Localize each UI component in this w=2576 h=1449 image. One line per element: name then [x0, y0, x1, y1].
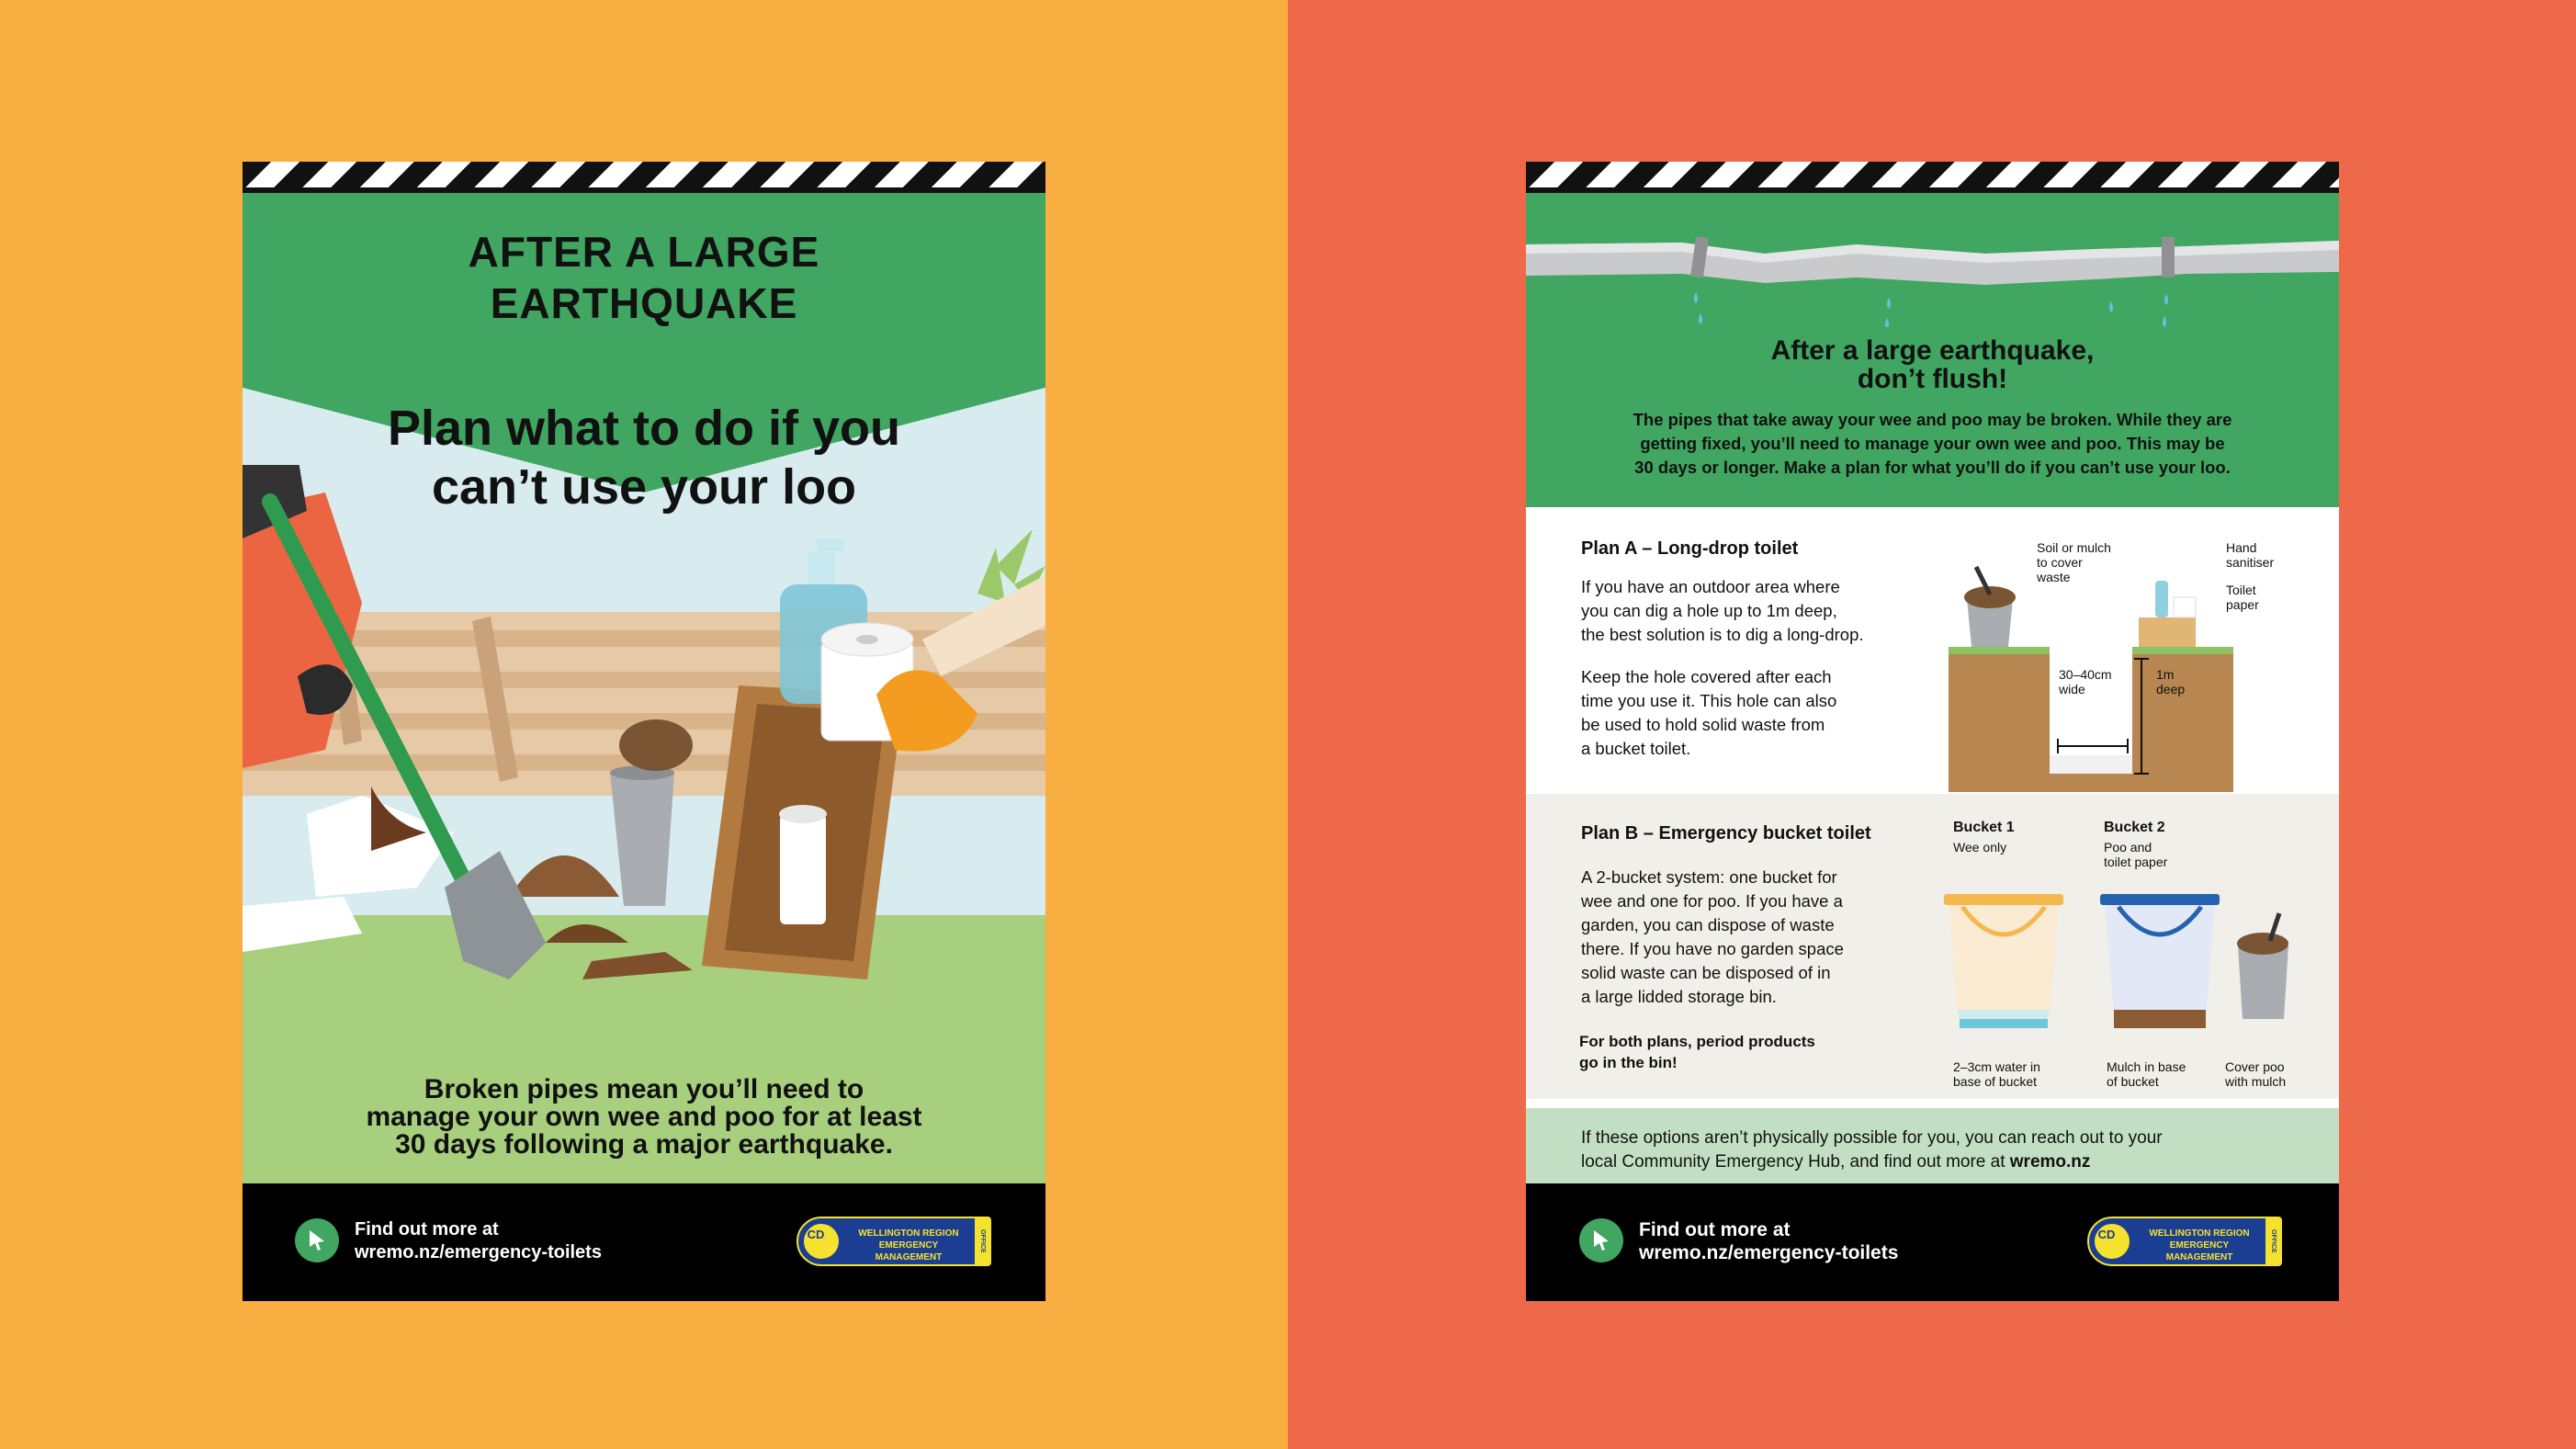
label-line: base of bucket [1953, 1074, 2038, 1089]
intro-line: getting fixed, you’ll need to manage your own wee and poo. This may be [1640, 434, 2225, 453]
para-line: a large lidded storage bin. [1581, 987, 1777, 1006]
metal-bucket [610, 719, 693, 906]
broken-pipe-illustration [1526, 217, 2339, 327]
poster-plan-ahead [243, 162, 1045, 1301]
plan-a-section [1526, 507, 2339, 794]
poster-footer [243, 1183, 1045, 1301]
para-line: you can dig a hole up to 1m deep, [1581, 601, 1837, 620]
plan-a-para1 [1581, 575, 1864, 647]
label-line: Cover poo [2225, 1059, 2285, 1074]
label-line: toilet paper [2104, 855, 2168, 869]
para-line: solid waste can be disposed of in [1581, 963, 1831, 982]
footer-link[interactable] [1639, 1218, 1898, 1264]
plan-b-para [1581, 866, 1844, 1009]
bucket-1-title: Bucket 1 [1953, 820, 2015, 835]
footer-link[interactable] [355, 1218, 602, 1264]
period-products-note [1579, 1031, 1815, 1073]
footer-link-label: Find out more at [355, 1219, 499, 1240]
caption-cover [2225, 1059, 2286, 1089]
label-line: Poo and [2104, 840, 2152, 855]
label-line: Soil or mulch [2037, 540, 2111, 555]
para-line: If you have an outdoor area where [1581, 577, 1840, 596]
subheading-line: Plan what to do if you [388, 401, 900, 456]
logo-line: EMERGENCY MANAGEMENT [2165, 1240, 2233, 1262]
logo-office-tab: OFFICE [975, 1218, 989, 1264]
hazard-stripe [1526, 162, 2339, 193]
para-line: a bucket toilet. [1581, 739, 1691, 758]
label-hole-width [2059, 667, 2112, 696]
label-hole-depth [2156, 667, 2185, 696]
body-line: 30 days following a major earthquake. [395, 1129, 893, 1160]
label-line: Toilet [2226, 583, 2256, 597]
cursor-icon [295, 1218, 339, 1262]
bucket-2-icon [2100, 894, 2220, 1028]
label-line: Hand [2226, 540, 2257, 555]
plan-b-heading: Plan B – Emergency bucket toilet [1581, 823, 1871, 843]
caption-water [1953, 1059, 2040, 1089]
contact-line: If these options aren’t physically possible for you, you can reach out to your [1581, 1128, 2163, 1148]
label-line: of bucket [2107, 1074, 2159, 1089]
para-line: wee and one for poo. If you have a [1581, 891, 1843, 911]
heading-line: AFTER A LARGE [468, 228, 820, 276]
heading-line: After a large earthquake, [1770, 335, 2095, 366]
poster-heading [243, 226, 1045, 329]
label-line: with mulch [2225, 1074, 2287, 1089]
label-line: Mulch in base [2107, 1059, 2186, 1074]
intro-line: 30 days or longer. Make a plan for what you’ll do if you can’t use your loo. [1634, 458, 2231, 477]
label-toilet-paper [2226, 583, 2259, 612]
para-line: Keep the hole covered after each [1581, 667, 1832, 686]
label-line: deep [2156, 682, 2186, 696]
heading-line: don’t flush! [1857, 364, 2008, 394]
logo-text [2137, 1228, 2262, 1263]
footer-link-label: Find out more at [1639, 1219, 1791, 1240]
footer-link-url: wremo.nz/emergency-toilets [355, 1242, 602, 1262]
subheading-line: can’t use your loo [431, 459, 857, 515]
contact-band [1526, 1108, 2339, 1193]
body-line: manage your own wee and poo for at least [366, 1102, 922, 1132]
contact-line-text: local Community Emergency Hub, and find out more at [1581, 1152, 2010, 1172]
logo-line: EMERGENCY MANAGEMENT [875, 1240, 943, 1262]
intro-text [1583, 408, 2282, 480]
label-line: 30–40cm [2059, 667, 2112, 682]
logo-line: WELLINGTON REGION [2149, 1228, 2250, 1239]
label-line: sanitiser [2226, 555, 2275, 570]
bucket-2-title: Bucket 2 [2104, 820, 2165, 835]
note-line: For both plans, period products [1579, 1033, 1815, 1050]
logo-text [846, 1228, 971, 1263]
caption-mulch [2107, 1059, 2186, 1089]
label-line: Wee only [1953, 840, 2007, 855]
para-line: there. If you have no garden space [1581, 939, 1844, 958]
intro-line: The pipes that take away your wee and poo may be broken. While they are [1633, 410, 2232, 429]
para-line: time you use it. This hole can also [1581, 691, 1837, 710]
poster-footer [1526, 1183, 2339, 1301]
note-line: go in the bin! [1579, 1054, 1678, 1071]
plan-b-section [1526, 794, 2339, 1099]
plan-a-para2 [1581, 665, 1836, 761]
label-line: 2–3cm water in [1953, 1059, 2040, 1074]
label-line: paper [2226, 597, 2259, 612]
label-line: to cover [2037, 555, 2083, 570]
garden-illustration [243, 465, 1045, 979]
logo-line: WELLINGTON REGION [858, 1228, 959, 1239]
poster-dont-flush [1526, 162, 2339, 1301]
poster-body-text [243, 1076, 1045, 1159]
label-line: wide [2059, 682, 2085, 696]
bucket-2-sub [2104, 840, 2167, 869]
bucket-1-icon [1944, 894, 2063, 1028]
label-line: waste [2037, 570, 2071, 584]
poster-subheading [243, 399, 1045, 516]
contact-link[interactable]: wremo.nz [2009, 1152, 2091, 1172]
para-line: garden, you can dispose of waste [1581, 915, 1835, 934]
logo-mark: CD [2097, 1228, 2116, 1241]
label-sanitiser [2226, 540, 2274, 570]
bucket-diagram [1939, 881, 2307, 1047]
para-line: A 2-bucket system: one bucket for [1581, 867, 1837, 887]
wremo-logo [2087, 1217, 2282, 1266]
wremo-logo [797, 1217, 991, 1266]
bucket-1-sub [1953, 840, 2006, 855]
contact-line [1581, 1150, 2163, 1174]
mulch-bucket-icon [2237, 913, 2288, 1019]
heading-line: EARTHQUAKE [490, 279, 798, 327]
label-soil [2037, 540, 2111, 584]
plan-a-heading: Plan A – Long-drop toilet [1581, 538, 1799, 559]
cursor-icon [1579, 1218, 1623, 1262]
logo-mark: CD [807, 1228, 825, 1241]
label-line: 1m [2156, 667, 2175, 682]
footer-link-url: wremo.nz/emergency-toilets [1639, 1242, 1899, 1263]
poster-heading [1526, 336, 2339, 393]
logo-office-tab: OFFICE [2265, 1218, 2280, 1264]
hazard-stripe [243, 162, 1045, 193]
body-line: Broken pipes mean you’ll need to [424, 1074, 864, 1104]
para-line: the best solution is to dig a long-drop. [1581, 625, 1864, 644]
para-line: be used to hold solid waste from [1581, 715, 1825, 734]
contact-text [1581, 1126, 2163, 1174]
